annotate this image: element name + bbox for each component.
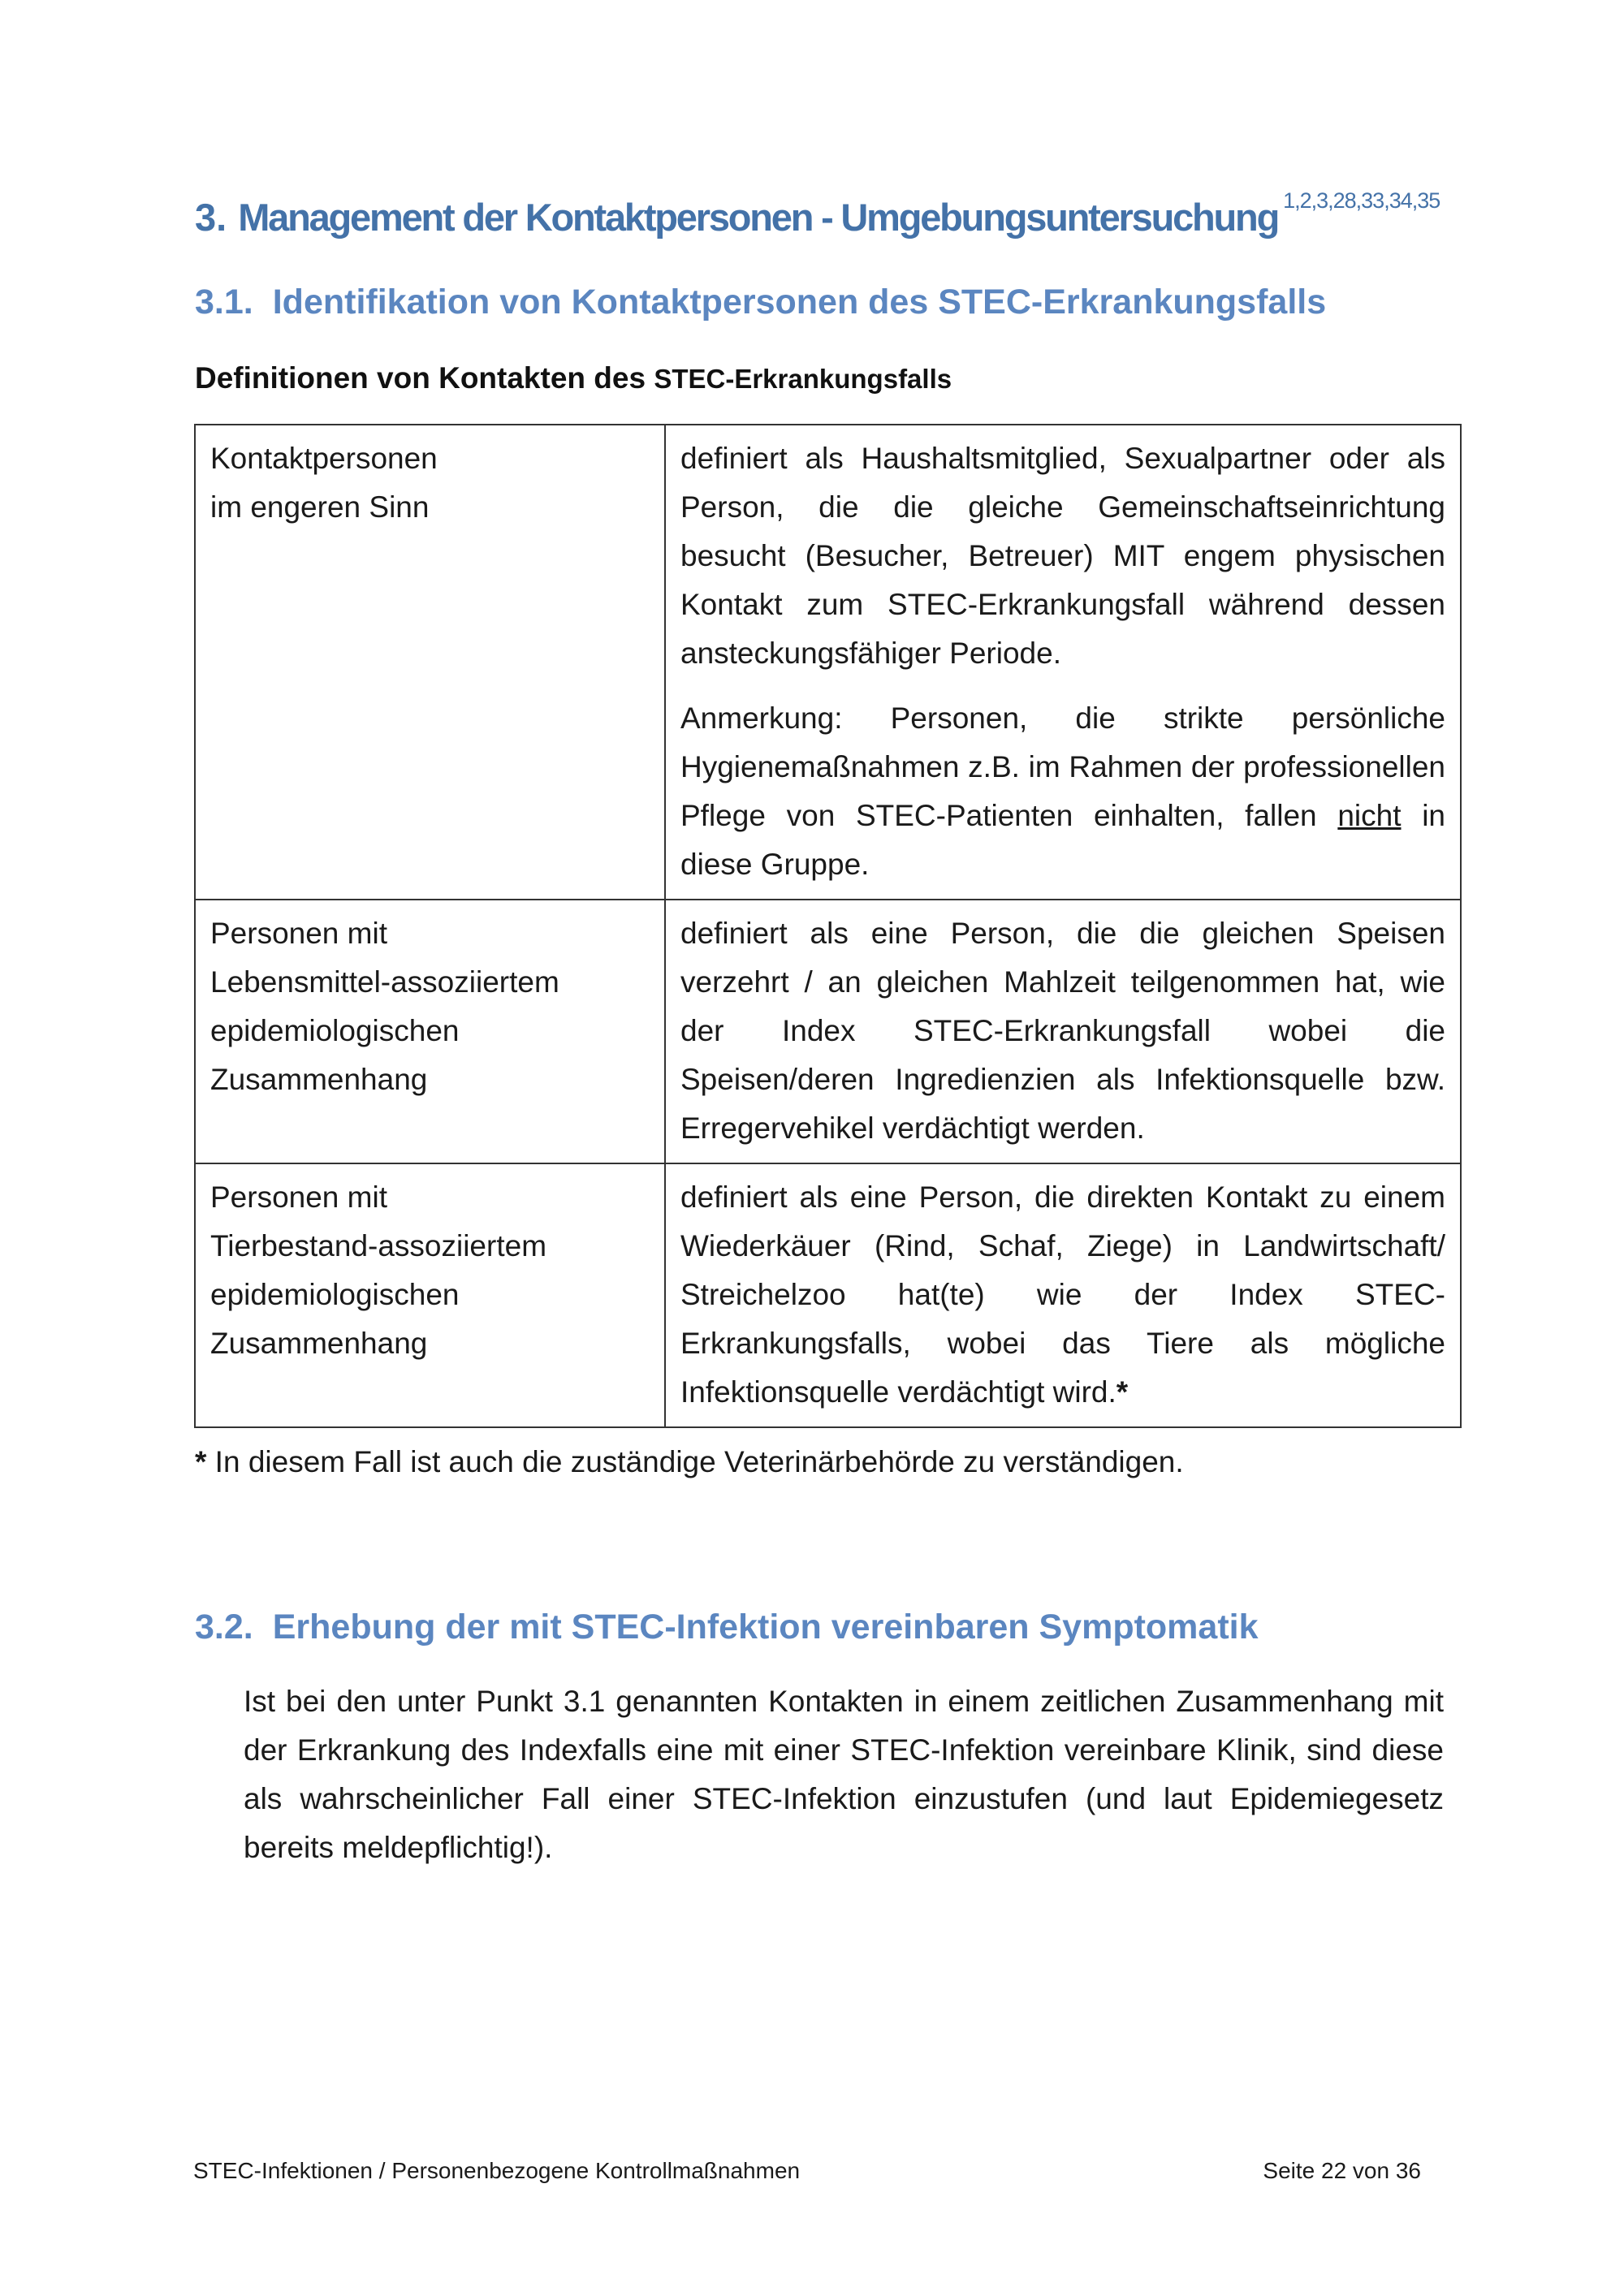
underlined-word: nicht <box>1337 799 1402 832</box>
table-cell-label: Kontaktpersonen im engeren Sinn <box>195 425 665 900</box>
section-references: 1,2,3,28,33,34,35 <box>1283 188 1440 213</box>
subsection-title: Erhebung der mit STEC-Infektion vereinbaren Symptomatik <box>272 1608 1259 1646</box>
table-row <box>195 1163 1461 1427</box>
subsection-number: 3.1. <box>195 283 253 322</box>
footer-document-title: STEC-Infektionen / Personenbezogene Kontrollmaßnahmen <box>193 2158 801 2183</box>
definition-text: definiert als Haushaltsmitglied, Sexualpartner oder als Person, die die gleiche Gemeinschaftseinrichtung besucht (Besucher, Betreuer) MIT engem physischen Kontakt zum STEC-Erkrankungsfall während dessen ansteckungsfähiger Periode. <box>680 442 1445 670</box>
definition-note: Anmerkung: Personen, die strikte persönliche Hygienemaßnahmen z.B. im Rahmen der professionellen Pflege von STEC-Patienten einhalten, fallen nicht in diese Gruppe. <box>680 701 1445 881</box>
footnote-marker: * <box>1116 1375 1129 1409</box>
subsection-heading-3-1 <box>195 283 1326 322</box>
subsection-number: 3.2. <box>195 1608 253 1646</box>
definition-text: definiert als eine Person, die direkten Kontakt zu einem Wiederkäuer (Rind, Schaf, Ziege) in Landwirtschaft/ Streichelzoo hat(te) wie der Index STEC-Erkrankungsfalls, wobei das Tiere als mögliche Infektionsquelle verdächtigt wird.* <box>680 1180 1445 1409</box>
contact-definitions-table <box>194 424 1462 1428</box>
table-row <box>195 425 1461 900</box>
table-footnote: * In diesem Fall ist auch die zuständige Veterinärbehörde zu verständigen. <box>195 1445 1184 1478</box>
subsection-heading-3-2 <box>195 1608 1259 1647</box>
section-title: Management der Kontaktpersonen - Umgebungsuntersuchung <box>238 196 1279 239</box>
subsection-title: Identifikation von Kontaktpersonen des STEC-Erkrankungsfalls <box>272 283 1327 322</box>
table-cell-definition <box>665 900 1461 1163</box>
table-row <box>195 900 1461 1163</box>
footer-page-number: Seite 22 von 36 <box>1263 2158 1421 2183</box>
table-cell-label: Personen mit Lebensmittel-assoziiertem epidemiologischen Zusammenhang <box>195 900 665 1163</box>
body-paragraph: Ist bei den unter Punkt 3.1 genannten Kontakten in einem zeitlichen Zusammenhang mit der Erkrankung des Indexfalls eine mit einer STEC-Infektion vereinbare Klinik, sind diese als wahrscheinlicher Fall einer STEC-Infektion einzustufen (und laut Epidemiegesetz bereits meldepflichtig!). <box>244 1685 1444 1864</box>
section-number: 3. <box>195 196 227 239</box>
section-heading <box>195 188 1440 240</box>
table-cell-label: Personen mit Tierbestand-assoziiertem epidemiologischen Zusammenhang <box>195 1163 665 1427</box>
table-heading: Definitionen von Kontakten des STEC-Erkrankungsfalls <box>195 361 952 395</box>
table-cell-definition <box>665 425 1461 900</box>
definition-text: definiert als eine Person, die die gleichen Speisen verzehrt / an gleichen Mahlzeit teilgenommen hat, wie der Index STEC-Erkrankungsfall wobei die Speisen/deren Ingredienzien als Infektionsquelle bzw. Erregervehikel verdächtigt werden. <box>680 917 1445 1145</box>
table-cell-definition <box>665 1163 1461 1427</box>
